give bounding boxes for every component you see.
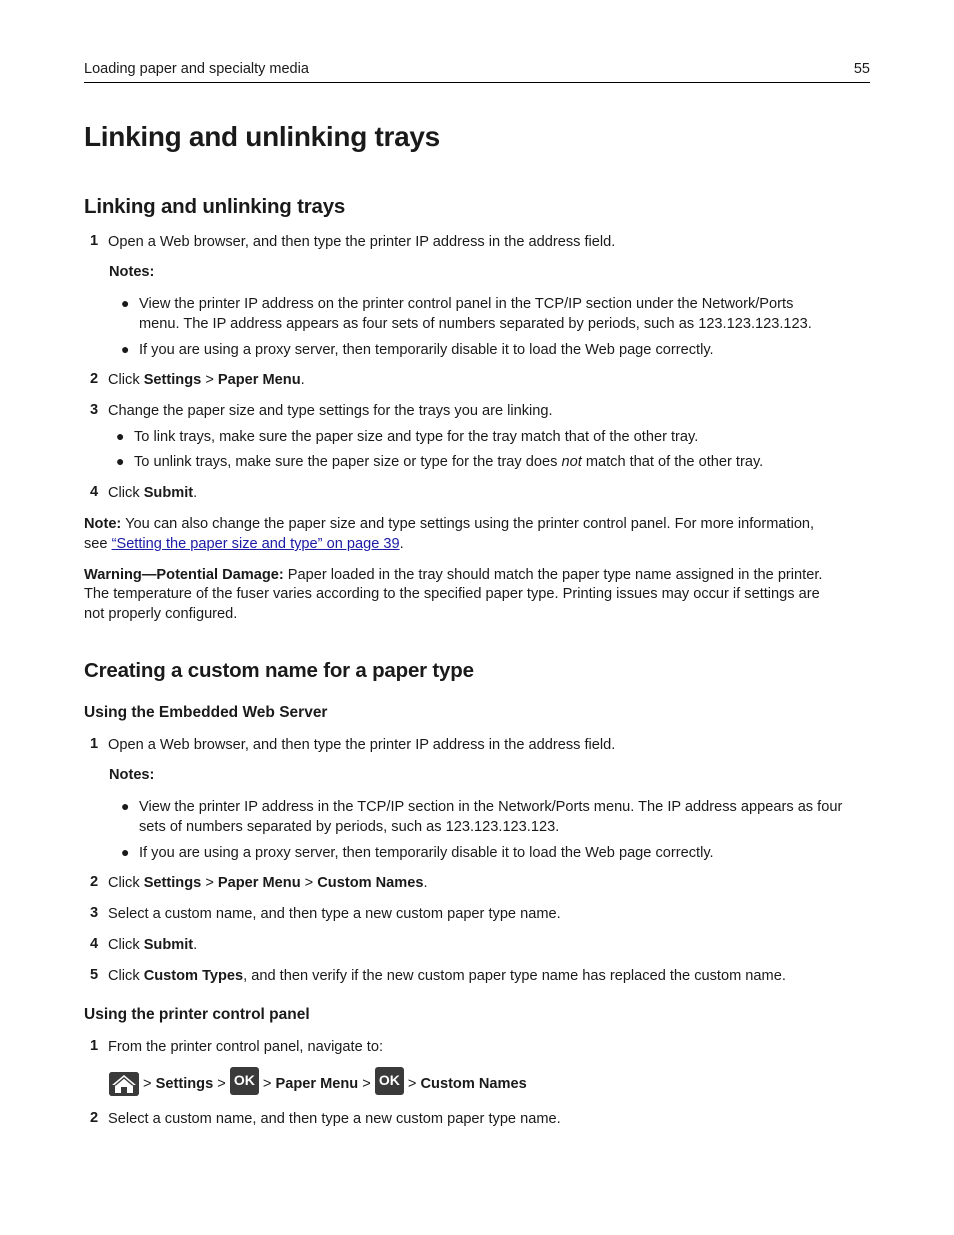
note-paragraph: Note: You can also change the paper size and type settings using the printer control panel. For more information, — [84, 516, 815, 532]
step-number: 3 — [90, 402, 99, 418]
step-text: Open a Web browser, and then type the printer IP address in the address field. — [108, 234, 616, 250]
step-number: 2 — [90, 874, 99, 890]
warning-paragraph: not properly configured. — [84, 606, 238, 622]
note-text: View the printer IP address in the TCP/IP section in the Network/Ports menu. The IP address appears as four — [139, 799, 843, 815]
header-section-title: Loading paper and specialty media — [84, 61, 309, 77]
bullet: ● — [116, 453, 125, 469]
step-text: Select a custom name, and then type a new custom paper type name. — [108, 906, 561, 922]
note-text: If you are using a proxy server, then temporarily disable it to load the Web page correctly. — [139, 845, 714, 861]
step-text: From the printer control panel, navigate to: — [108, 1039, 383, 1055]
section-heading-linking: Linking and unlinking trays — [84, 195, 346, 218]
submit-label: Submit — [143, 485, 194, 501]
subheading-embedded-web-server: Using the Embedded Web Server — [84, 704, 328, 721]
page-number: 55 — [853, 61, 870, 77]
step-text: Click Settings > Paper Menu > Custom Names. — [108, 875, 428, 891]
step-text: Click Submit. — [108, 937, 198, 953]
menu-path-settings: Settings — [143, 372, 202, 388]
subheading-printer-control-panel: Using the printer control panel — [84, 1006, 310, 1023]
bullet: ● — [121, 798, 130, 814]
step-text: Select a custom name, and then type a new custom paper type name. — [108, 1111, 561, 1127]
step-text: Open a Web browser, and then type the printer IP address in the address field. — [108, 737, 616, 753]
menu-path-paper-menu: Paper Menu — [217, 372, 301, 388]
notes-label: Notes: — [109, 264, 155, 280]
bullet-text: To unlink trays, make sure the paper size or type for the tray does not match that of the other tray. — [134, 454, 764, 470]
step-number: 1 — [90, 736, 99, 752]
note-text: View the printer IP address on the printer control panel in the TCP/IP section under the Network/Ports — [139, 296, 794, 312]
bullet: ● — [121, 295, 130, 311]
note-text: sets of numbers separated by periods, such as 123.123.123.123. — [139, 819, 560, 835]
ok-button-icon: OK — [375, 1067, 404, 1095]
step-text: Change the paper size and type settings for the trays you are linking. — [108, 403, 553, 419]
bullet: ● — [116, 428, 125, 444]
bullet: ● — [121, 341, 130, 357]
navigation-path: > Settings > OK > Paper Menu > OK > Custom Names — [109, 1070, 527, 1098]
section-heading-custom-name: Creating a custom name for a paper type — [84, 659, 474, 682]
step-text: Click Settings > Paper Menu. — [108, 372, 305, 388]
step-number: 5 — [90, 967, 99, 983]
step-number: 1 — [90, 233, 99, 249]
step-number: 2 — [90, 1110, 99, 1126]
step-text: Click Custom Types, and then verify if the new custom paper type name has replaced the custom name. — [108, 968, 786, 984]
note-text: menu. The IP address appears as four sets of numbers separated by periods, such as 123.123.123.123. — [139, 316, 812, 332]
notes-label: Notes: — [109, 767, 155, 783]
warning-paragraph: Warning—Potential Damage: Paper loaded in the tray should match the paper type name assigned in the printer. — [84, 567, 823, 583]
page-title: Linking and unlinking trays — [84, 121, 440, 152]
warning-paragraph: The temperature of the fuser varies according to the specified paper type. Printing issues may occur if settings are — [84, 586, 820, 602]
cross-reference-link[interactable]: “Setting the paper size and type” on page 39 — [111, 536, 400, 552]
step-number: 2 — [90, 371, 99, 387]
note-text: If you are using a proxy server, then temporarily disable it to load the Web page correctly. — [139, 342, 714, 358]
running-header — [84, 60, 870, 83]
note-paragraph: see “Setting the paper size and type” on page 39. — [84, 536, 404, 552]
ok-button-icon: OK — [230, 1067, 259, 1095]
step-number: 4 — [90, 484, 99, 500]
bullet: ● — [121, 844, 130, 860]
step-number: 1 — [90, 1038, 99, 1054]
bullet-text: To link trays, make sure the paper size and type for the tray match that of the other tray. — [134, 429, 699, 445]
home-icon — [109, 1072, 139, 1096]
step-number: 4 — [90, 936, 99, 952]
step-number: 3 — [90, 905, 99, 921]
step-text: Click Submit. — [108, 485, 198, 501]
